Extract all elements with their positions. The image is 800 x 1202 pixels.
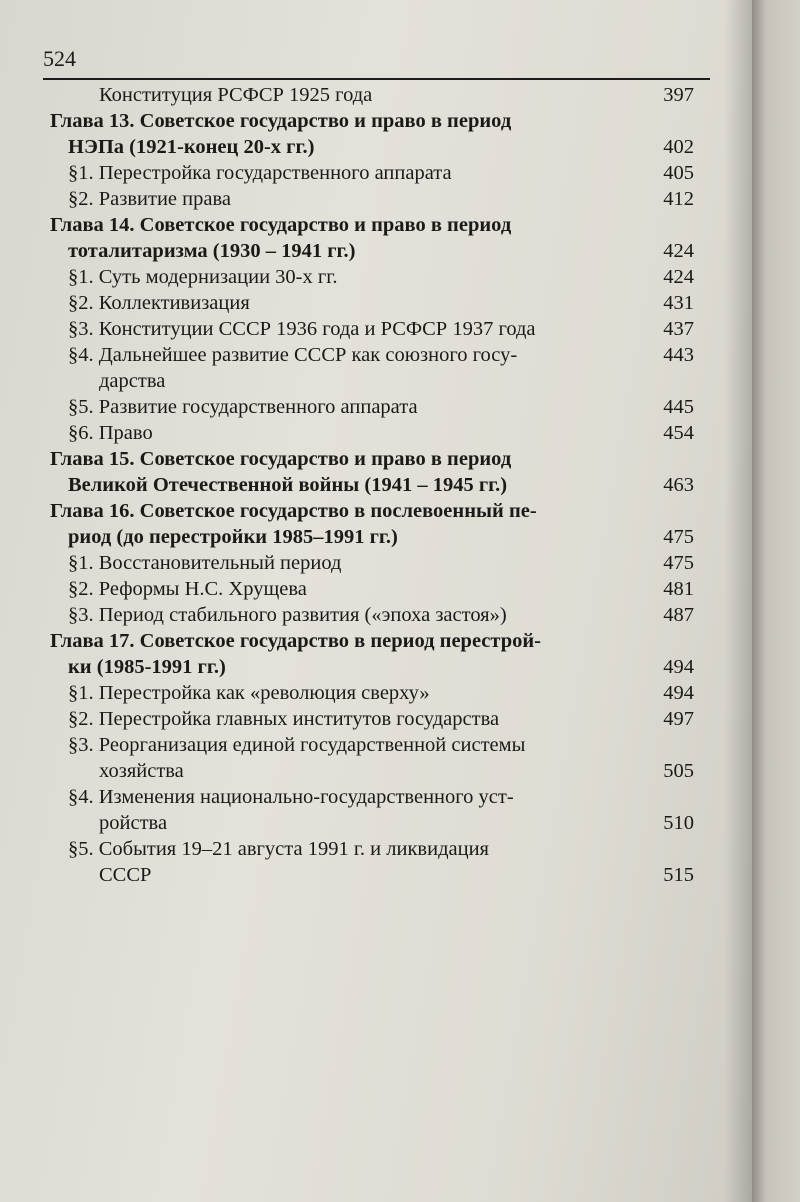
toc-section-line	[0, 576, 752, 602]
toc-entry-title: НЭПа (1921-конец 20-х гг.)	[68, 136, 315, 158]
toc-chapter-line	[0, 472, 752, 498]
toc-entry-page: 515	[663, 864, 694, 886]
toc-entry-title: §2. Коллективизация	[68, 292, 250, 314]
toc-entry-page: 487	[663, 604, 694, 626]
toc-entry-page: 424	[663, 240, 694, 262]
toc-entry-title: §5. События 19–21 августа 1991 г. и ликвидация	[68, 838, 489, 860]
toc-section-line	[0, 706, 752, 732]
toc-entry-page: 402	[663, 136, 694, 158]
toc-section-line	[0, 810, 752, 836]
toc-chapter-line	[0, 524, 752, 550]
toc-entry-page: 454	[663, 422, 694, 444]
toc-section-line	[0, 264, 752, 290]
toc-section-line	[0, 316, 752, 342]
toc-entry-page: 431	[663, 292, 694, 314]
toc-section-line	[0, 784, 752, 810]
toc-entry-page: 510	[663, 812, 694, 834]
toc-entry-title: §3. Реорганизация единой государственной системы	[68, 734, 526, 756]
toc-entry-page: 497	[663, 708, 694, 730]
toc-section-line	[0, 420, 752, 446]
toc-entry-page: 463	[663, 474, 694, 496]
toc-section-line	[0, 732, 752, 758]
toc-entry-page: 424	[663, 266, 694, 288]
toc-section-line	[0, 160, 752, 186]
toc-section-line	[0, 862, 752, 888]
toc-entry-page: 475	[663, 552, 694, 574]
toc-chapter-line	[0, 134, 752, 160]
toc-entry-page: 443	[663, 344, 694, 366]
toc-entry-title: Глава 14. Советское государство и право в период	[50, 214, 512, 236]
toc-entry-title: §1. Перестройка государственного аппарата	[68, 162, 452, 184]
toc-entry-title: §2. Перестройка главных институтов государства	[68, 708, 500, 730]
toc-entry-page: 475	[663, 526, 694, 548]
table-of-contents	[0, 82, 752, 888]
toc-section-line	[0, 394, 752, 420]
toc-entry-title: §3. Период стабильного развития («эпоха застоя»)	[68, 604, 507, 626]
toc-entry-page: 437	[663, 318, 694, 340]
toc-entry-title: СССР	[99, 864, 152, 886]
toc-entry-title: Глава 15. Советское государство и право в период	[50, 448, 512, 470]
toc-section-line	[0, 602, 752, 628]
toc-section-line	[0, 836, 752, 862]
toc-chapter-line	[0, 498, 752, 524]
next-page-edge	[752, 0, 800, 1202]
toc-entry-title: ройства	[99, 812, 168, 834]
toc-chapter-line	[0, 212, 752, 238]
toc-entry-title: Глава 17. Советское государство в период перестрой-	[50, 630, 541, 652]
toc-entry-title: §1. Перестройка как «революция сверху»	[68, 682, 430, 704]
toc-entry-title: хозяйства	[99, 760, 184, 782]
toc-entry-title: Глава 16. Советское государство в послевоенный пе-	[50, 500, 537, 522]
toc-entry-title: §1. Восстановительный период	[68, 552, 342, 574]
header-rule	[43, 78, 710, 80]
toc-entry-title: §6. Право	[68, 422, 153, 444]
toc-entry-title: ки (1985-1991 гг.)	[68, 656, 226, 678]
toc-entry-title: Конституция РСФСР 1925 года	[99, 84, 373, 106]
toc-entry-title: тоталитаризма (1930 – 1941 гг.)	[68, 240, 356, 262]
toc-chapter-line	[0, 238, 752, 264]
toc-entry-title: §1. Суть модернизации 30-х гг.	[68, 266, 338, 288]
toc-section-line	[0, 342, 752, 368]
toc-section-line	[0, 82, 752, 108]
toc-chapter-line	[0, 628, 752, 654]
toc-chapter-line	[0, 108, 752, 134]
toc-section-line	[0, 680, 752, 706]
toc-entry-page: 445	[663, 396, 694, 418]
toc-entry-title: §3. Конституции СССР 1936 года и РСФСР 1937 года	[68, 318, 536, 340]
toc-entry-page: 481	[663, 578, 694, 600]
toc-section-line	[0, 758, 752, 784]
toc-entry-page: 397	[663, 84, 694, 106]
toc-entry-title: §2. Развитие права	[68, 188, 231, 210]
toc-section-line	[0, 290, 752, 316]
toc-entry-title: §4. Дальнейшее развитие СССР как союзного госу-	[68, 344, 518, 366]
toc-entry-title: риод (до перестройки 1985–1991 гг.)	[68, 526, 398, 548]
toc-entry-page: 494	[663, 682, 694, 704]
toc-entry-page: 505	[663, 760, 694, 782]
toc-chapter-line	[0, 446, 752, 472]
page-number: 524	[43, 46, 76, 71]
toc-entry-title: §4. Изменения национально-государственного уст-	[68, 786, 514, 808]
toc-section-line	[0, 186, 752, 212]
toc-entry-title: дарства	[99, 370, 166, 392]
toc-entry-title: Великой Отечественной войны (1941 – 1945 гг.)	[68, 474, 508, 496]
toc-entry-title: Глава 13. Советское государство и право в период	[50, 110, 512, 132]
toc-section-line	[0, 368, 752, 394]
toc-entry-page: 412	[663, 188, 694, 210]
toc-entry-title: §5. Развитие государственного аппарата	[68, 396, 418, 418]
toc-section-line	[0, 550, 752, 576]
toc-entry-page: 405	[663, 162, 694, 184]
toc-entry-title: §2. Реформы Н.С. Хрущева	[68, 578, 307, 600]
toc-entry-page: 494	[663, 656, 694, 678]
toc-chapter-line	[0, 654, 752, 680]
